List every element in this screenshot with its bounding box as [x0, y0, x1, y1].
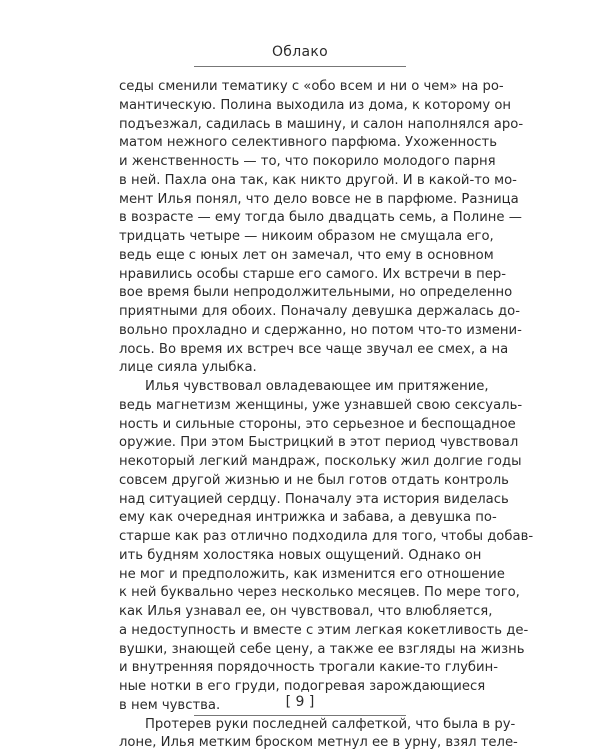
- text-line: ные нотки в его груди, подогревая зарождающиеся: [119, 678, 481, 697]
- text-line: ность и сильные стороны, это серьезное и беспощадное: [119, 416, 481, 435]
- text-line: лице сияла улыбка.: [119, 359, 481, 378]
- footer-rule: [194, 715, 406, 716]
- text-line: вушки, знающей себе цену, а также ее взгляды на жизнь: [119, 641, 481, 660]
- text-line: а недоступность и вместе с этим легкая кокетливость де-: [119, 622, 481, 641]
- text-line: в возрасте — ему тогда было двадцать семь, а Полине —: [119, 209, 481, 228]
- text-line: мент Илья понял, что дело вовсе не в парфюме. Разница: [119, 191, 481, 210]
- text-line: приятными для обоих. Поначалу девушка держалась до-: [119, 303, 481, 322]
- text-line: подъезжал, садилась в машину, и салон наполнялся аро-: [119, 116, 481, 135]
- text-line: нравились особы старше его самого. Их встречи в пер-: [119, 266, 481, 285]
- text-line: и женственность — то, что покорило молодого парня: [119, 153, 481, 172]
- text-line: вое время были непродолжительными, но определенно: [119, 284, 481, 303]
- text-line: мантическую. Полина выходила из дома, к которому он: [119, 97, 481, 116]
- paragraph: [119, 78, 481, 378]
- text-line: оружие. При этом Быстрицкий в этот период чувствовал: [119, 434, 481, 453]
- body-text: [119, 78, 481, 753]
- text-line: в ней. Пахла она так, как никто другой. И в какой-то мо-: [119, 172, 481, 191]
- text-line: вольно прохладно и сдержанно, но потом что-то измени-: [119, 322, 481, 341]
- text-line: старше как раз отлично подходила для того, чтобы добав-: [119, 528, 481, 547]
- text-line: как Илья узнавал ее, он чувствовал, что влюбляется,: [119, 603, 481, 622]
- header-rule: [194, 66, 406, 67]
- text-line: не мог и предположить, как изменится его отношение: [119, 566, 481, 585]
- text-line: ему как очередная интрижка и забава, а девушка по-: [119, 509, 481, 528]
- text-line: в нем чувства.: [119, 697, 481, 716]
- text-line: Илья чувствовал овладевающее им притяжение,: [119, 378, 481, 397]
- text-line: ведь еще с юных лет он замечал, что ему в основном: [119, 247, 481, 266]
- paragraph: [119, 378, 481, 716]
- text-line: лоне, Илья метким броском метнул ее в урну, взял теле-: [119, 734, 481, 753]
- text-line: над ситуацией сердцу. Поначалу эта история виделась: [119, 491, 481, 510]
- text-line: и внутренняя порядочность трогали какие-то глубин-: [119, 659, 481, 678]
- text-line: Протерев руки последней салфеткой, что была в ру-: [119, 716, 481, 735]
- text-line: ить будням холостяка новых ощущений. Однако он: [119, 547, 481, 566]
- text-line: некоторый легкий мандраж, поскольку жил долгие годы: [119, 453, 481, 472]
- text-line: матом нежного селективного парфюма. Ухоженность: [119, 134, 481, 153]
- page-number: [ 9 ]: [0, 694, 600, 710]
- text-line: тридцать четыре — никоим образом не смущала его,: [119, 228, 481, 247]
- text-line: ведь магнетизм женщины, уже узнавшей свою сексуаль-: [119, 397, 481, 416]
- text-line: седы сменили тематику с «обо всем и ни о чем» на ро-: [119, 78, 481, 97]
- text-line: совсем другой жизнью и не был готов отдать контроль: [119, 472, 481, 491]
- running-head: Облако: [0, 44, 600, 60]
- paragraph: [119, 716, 481, 753]
- text-line: лось. Во время их встреч все чаще звучал ее смех, а на: [119, 341, 481, 360]
- text-line: к ней буквально через несколько месяцев. По мере того,: [119, 584, 481, 603]
